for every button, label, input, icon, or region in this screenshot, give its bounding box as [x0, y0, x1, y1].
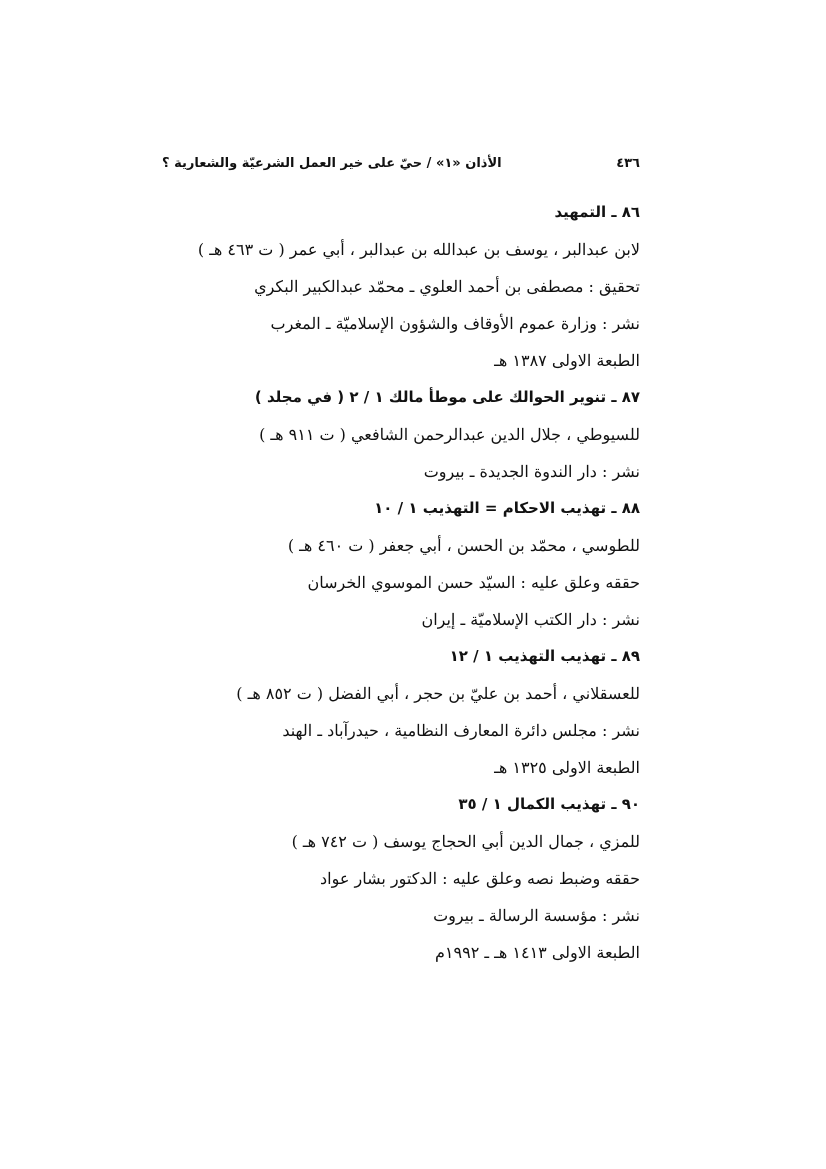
entry-line: للسيوطي ، جلال الدين عبدالرحمن الشافعي ( ت ٩١١ هـ )	[259, 425, 640, 444]
entry-line: الطبعة الاولى ١٣٢٥ هـ	[494, 758, 640, 777]
bibliography-entry	[200, 490, 640, 638]
bibliography-entry	[200, 786, 640, 971]
entry-line: نشر : وزارة عموم الأوقاف والشؤون الإسلاميّة ـ المغرب	[270, 314, 640, 333]
entry-line: تحقيق : مصطفى بن أحمد العلوي ـ محمّد عبدالكبير البكري	[254, 277, 640, 296]
entry-heading: ٨٩ ـ تهذيب التهذيب ١ / ١٢	[449, 647, 640, 665]
entry-line: نشر : دار الكتب الإسلاميّة ـ إيران	[421, 610, 640, 629]
entry-line: الطبعة الاولى ١٣٨٧ هـ	[494, 351, 640, 370]
bibliography-entry	[200, 638, 640, 786]
entry-line: حققه وضبط نصه وعلق عليه : الدكتور بشار عواد	[320, 869, 640, 888]
entry-line: نشر : مجلس دائرة المعارف النظامية ، حيدرآباد ـ الهند	[282, 721, 640, 740]
entry-line: نشر : دار الندوة الجديدة ـ بيروت	[423, 462, 640, 481]
entry-line: للمزي ، جمال الدين أبي الحجاج يوسف ( ت ٧٤٢ هـ )	[291, 832, 640, 851]
entry-line: الطبعة الاولى ١٤١٣ هـ ـ ١٩٩٢م	[435, 943, 640, 962]
entry-line: لابن عبدالبر ، يوسف بن عبدالله بن عبدالبر ، أبي عمر ( ت ٤٦٣ هـ )	[197, 240, 640, 259]
running-title: الأذان «١» / حيّ على خير العمل الشرعيّة والشعارية ؟	[162, 156, 502, 171]
entry-heading: ٨٨ ـ تهذيب الاحكام = التهذيب ١ / ١٠	[374, 499, 640, 517]
entry-heading: ٨٦ ـ التمهيد	[554, 203, 640, 221]
page-number: ٤٣٦	[616, 156, 640, 171]
entry-line: للعسقلاني ، أحمد بن عليّ بن حجر ، أبي الفضل ( ت ٨٥٢ هـ )	[236, 684, 640, 703]
running-header	[162, 153, 640, 175]
entry-heading: ٨٧ ـ تنوير الحوالك على موطأ مالك ١ / ٢ ( في مجلد )	[254, 388, 640, 406]
bibliography-entry	[200, 379, 640, 490]
bibliography-list	[197, 194, 640, 971]
entry-heading: ٩٠ ـ تهذيب الكمال ١ / ٣٥	[458, 795, 640, 813]
entry-line: حققه وعلق عليه : السيّد حسن الموسوي الخرسان	[307, 573, 640, 592]
entry-line: نشر : مؤسسة الرسالة ـ بيروت	[433, 906, 640, 925]
bibliography-entry	[197, 194, 640, 379]
entry-line: للطوسي ، محمّد بن الحسن ، أبي جعفر ( ت ٤٦٠ هـ )	[287, 536, 640, 555]
